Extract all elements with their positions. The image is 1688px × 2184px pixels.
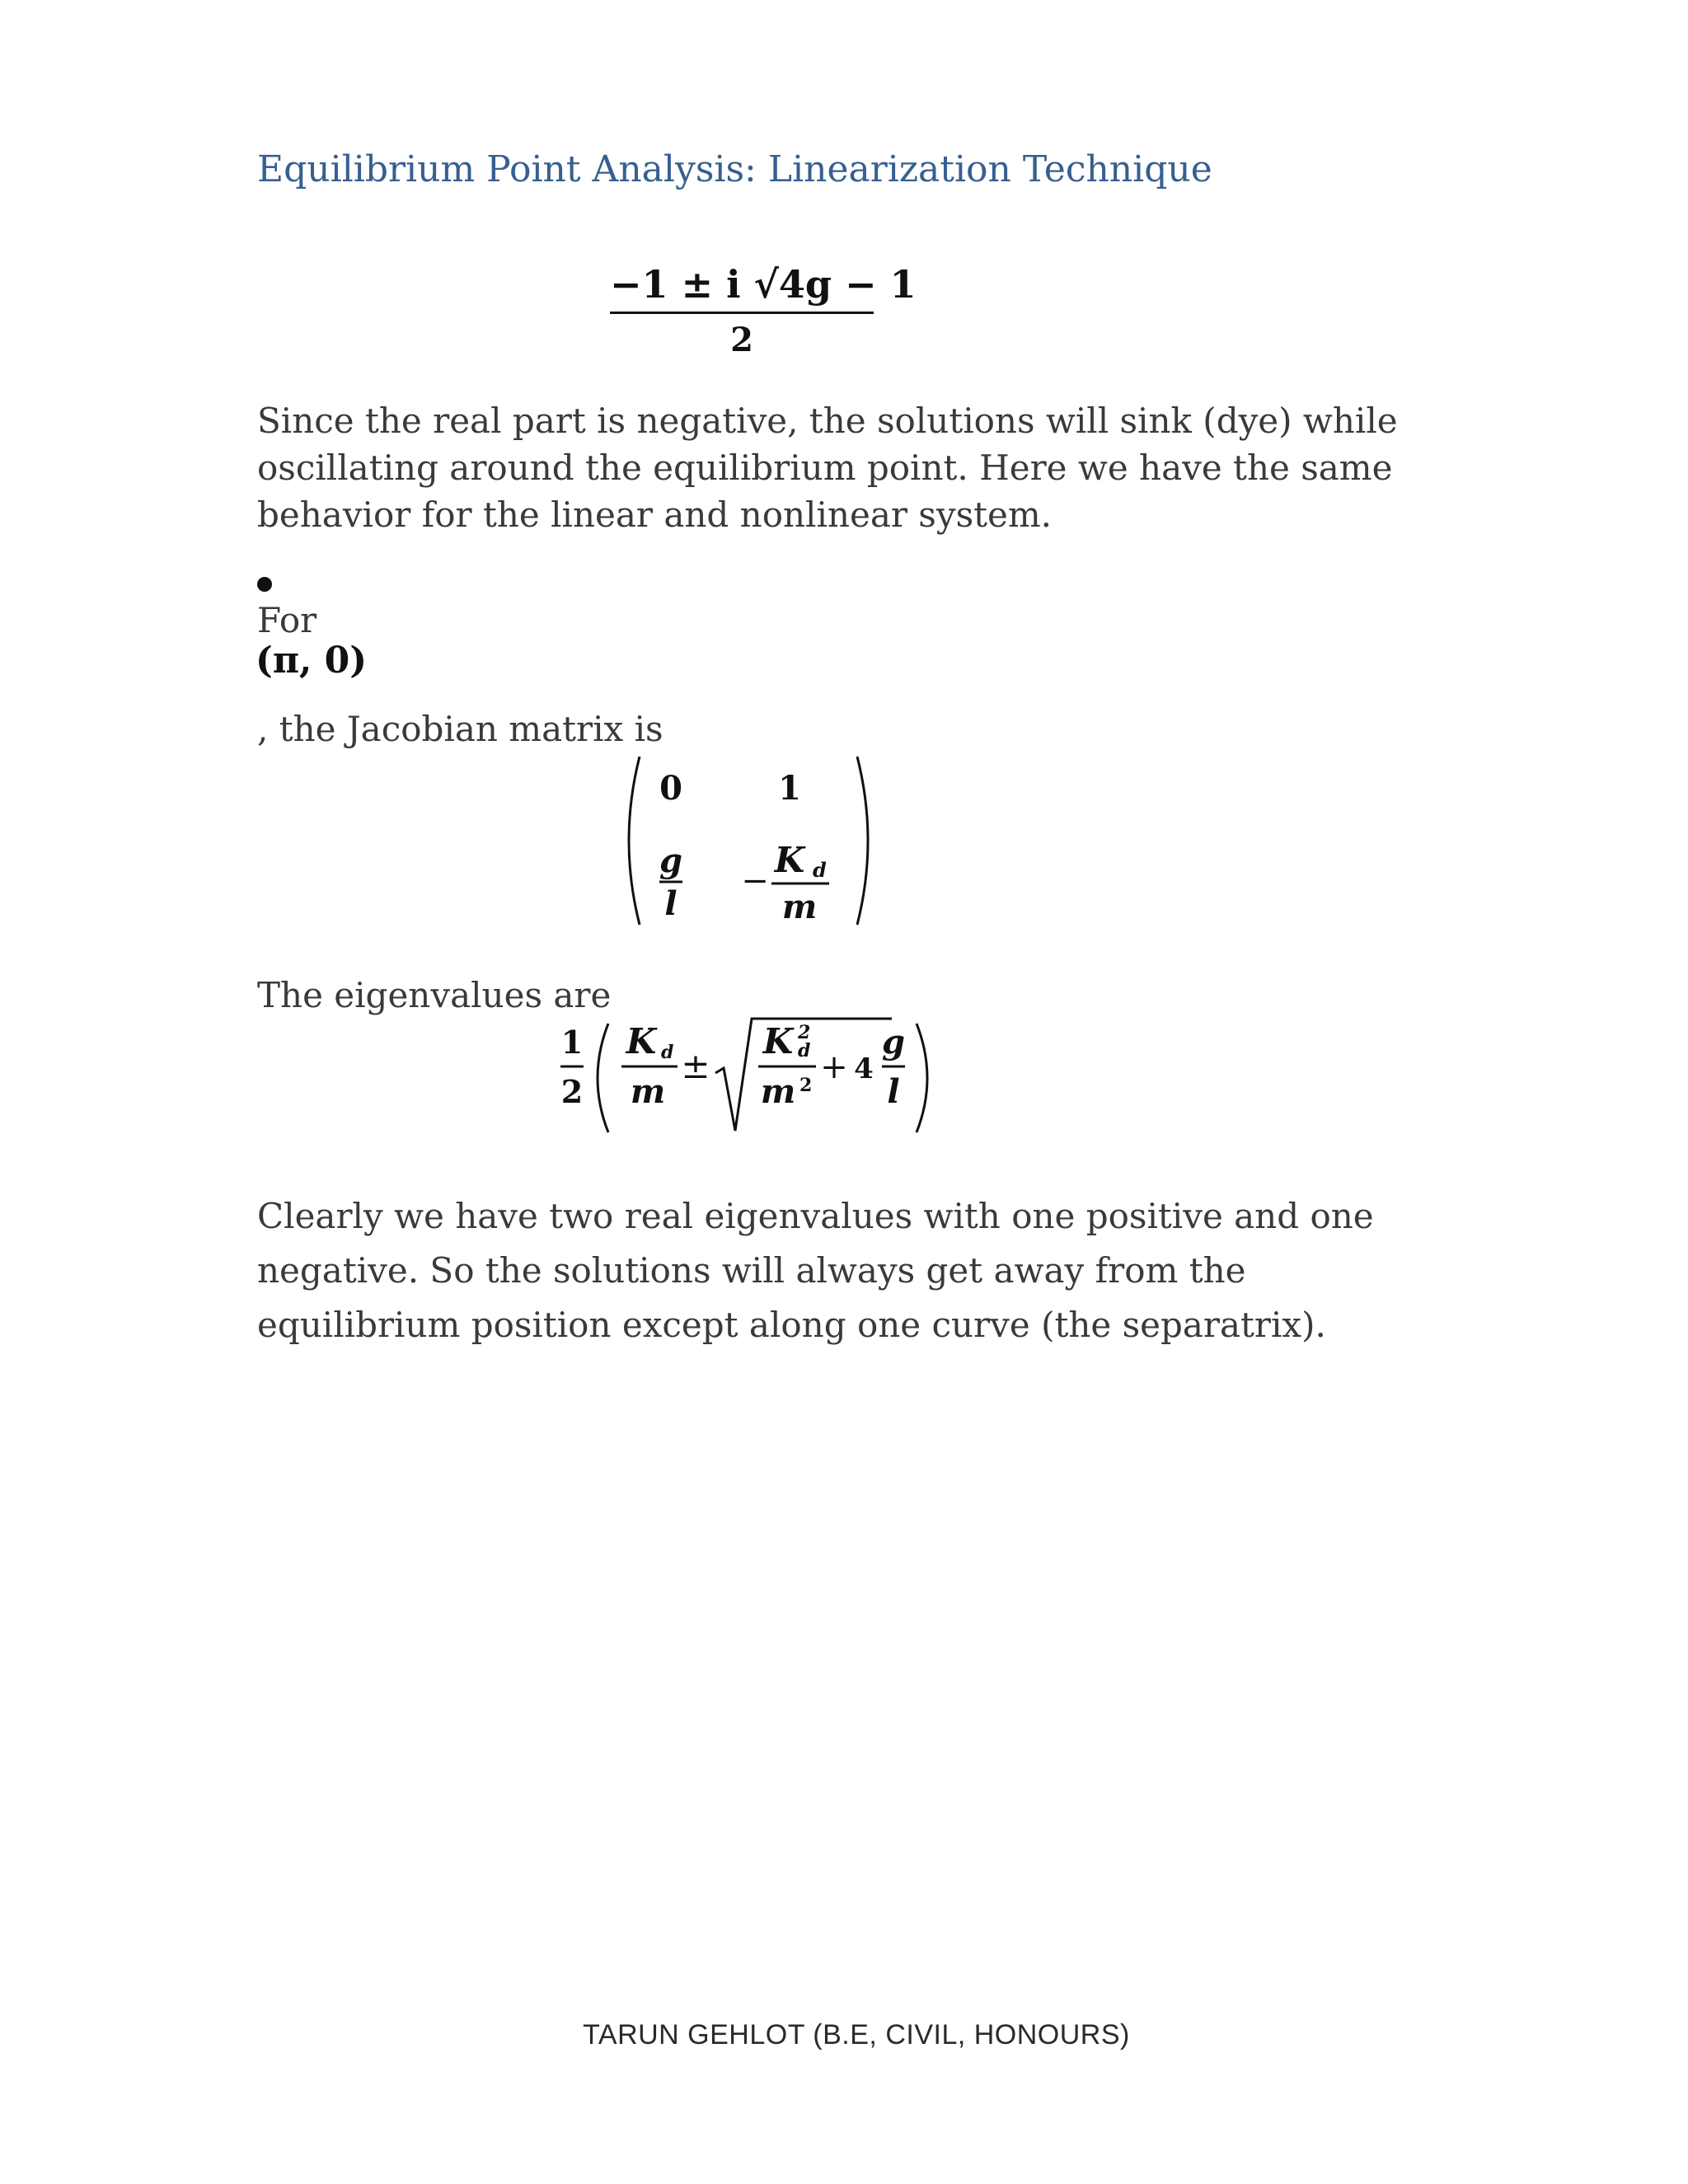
kd-denominator: m	[630, 1072, 666, 1111]
matrix-r2c2-subscript: d	[813, 858, 827, 882]
kd2-numerator: K	[762, 1021, 794, 1062]
m2-denominator: m	[760, 1072, 796, 1111]
eigenvalues-label: The eigenvalues are	[257, 975, 612, 1015]
bullet-for-label: For	[257, 600, 317, 640]
paragraph-stable-spiral: Since the real part is negative, the solutions will sink (dye) while oscillating around the equilibrium point. Here we have the same behavior for the linear and nonlinear system.	[257, 401, 1398, 535]
fraction-bar	[610, 312, 874, 314]
l-denominator: l	[887, 1072, 900, 1111]
m2-superscript: 2	[799, 1075, 813, 1096]
page-title: Equilibrium Point Analysis: Linearization Technique	[257, 148, 1212, 190]
kd2-subscript: d	[798, 1040, 811, 1062]
eigenvalue-expression	[554, 1015, 941, 1147]
close-paren	[917, 1024, 927, 1132]
eigenvalue-equation-1	[610, 262, 917, 359]
g-numerator: g	[882, 1023, 905, 1062]
matrix-right-bracket	[857, 757, 868, 925]
jacobian-label: , the Jacobian matrix is	[257, 709, 663, 749]
four-coefficient: 4	[854, 1052, 874, 1085]
matrix-r2c2-sign: −	[741, 862, 769, 900]
matrix-left-bracket	[629, 757, 640, 925]
plus-sign: +	[820, 1048, 848, 1086]
kd2-superscript: 2	[798, 1022, 811, 1043]
kd-numerator: K	[626, 1021, 657, 1062]
kd-subscript: d	[661, 1042, 674, 1063]
bullet-dot-icon	[257, 577, 272, 592]
matrix-r2c2-numerator: K	[774, 840, 805, 880]
footer-author: TARUN GEHLOT (B.E, CIVIL, HONOURS)	[583, 2019, 1130, 2050]
paragraph-saddle-point: Clearly we have two real eigenvalues with one positive and one negative. So the solutions will always get away from the equilibrium position except along one curve (the separatrix).	[257, 1196, 1374, 1345]
open-paren	[598, 1024, 608, 1132]
plus-minus-sign: ±	[681, 1046, 710, 1086]
half-denominator: 2	[560, 1073, 584, 1110]
jacobian-matrix	[617, 750, 880, 931]
matrix-entry-r1c2: 1	[778, 769, 801, 808]
matrix-r2c2-denominator: m	[781, 888, 818, 926]
matrix-r2c1-numerator: g	[659, 841, 682, 880]
equation-numerator: −1 ± i √4g − 1	[610, 262, 917, 307]
matrix-entry-r1c1: 0	[659, 769, 682, 808]
page-footer	[0, 2019, 1688, 2051]
half-numerator: 1	[560, 1024, 584, 1061]
matrix-r2c1-denominator: l	[664, 884, 678, 923]
equation-denominator: 2	[730, 321, 753, 359]
equilibrium-point-math: (π, 0)	[256, 640, 368, 682]
